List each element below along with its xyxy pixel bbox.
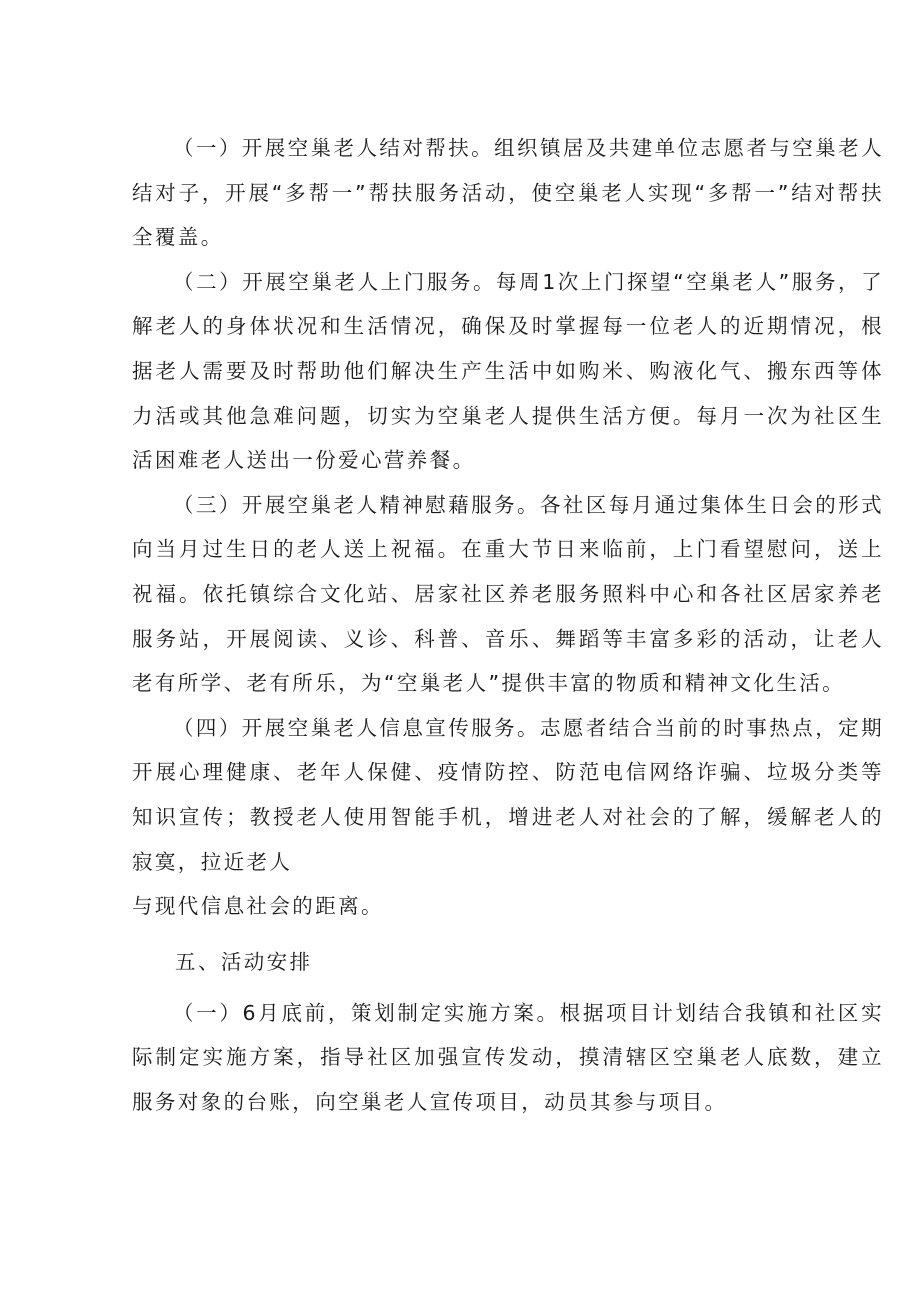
paragraph-continuation: 与现代信息社会的距离。 bbox=[132, 894, 384, 919]
paragraph-spiritual-comfort-service: （三）开展空巢老人精神慰藉服务。各社区每月通过集体生日会的形式向当月过生日的老人送上祝福。在重大节日来临前，上门看望慰问，送上祝福。依托镇综合文化站、居家社区养老服务照料中心和各社区居家养老服务站，开展阅读、义诊、科普、音乐、舞蹈等丰富多彩的活动，让老人老有所学、老有所乐，为“空巢老人”提供丰富的物质和精神文化生活。 bbox=[132, 492, 884, 696]
paragraph-activity-schedule-1: （一）6月底前，策划制定实施方案。根据项目计划结合我镇和社区实际制定实施方案，指导社区加强宣传发动，摸清辖区空巢老人底数，建立服务对象的台账，向空巢老人宣传项目，动员其参与项目。 bbox=[132, 1000, 884, 1114]
paragraph-pairing-assistance: （一）开展空巢老人结对帮扶。组织镇居及共建单位志愿者与空巢老人结对子，开展“多帮一”帮扶服务活动，使空巢老人实现“多帮一”结对帮扶全覆盖。 bbox=[132, 136, 884, 250]
paragraph-home-visit-service: （二）开展空巢老人上门服务。每周1次上门探望“空巢老人”服务，了解老人的身体状况和生活情况，确保及时掌握每一位老人的近期情况，根据老人需要及时帮助他们解决生产生活中如购米、购液化气、搬东西等体力活或其他急难问题，切实为空巢老人提供生活方便。每月一次为社区生活困难老人送出一份爱心营养餐。 bbox=[132, 269, 884, 473]
document-body bbox=[132, 126, 884, 1124]
paragraph-information-publicity-service: （四）开展空巢老人信息宣传服务。志愿者结合当前的时事热点，定期开展心理健康、老年人保健、疫情防控、防范电信网络诈骗、垃圾分类等知识宣传；教授老人使用智能手机，增进老人对社会的了解，缓解老人的寂寞，拉近老人 bbox=[132, 715, 884, 874]
section-heading: 五、活动安排 bbox=[175, 949, 313, 974]
